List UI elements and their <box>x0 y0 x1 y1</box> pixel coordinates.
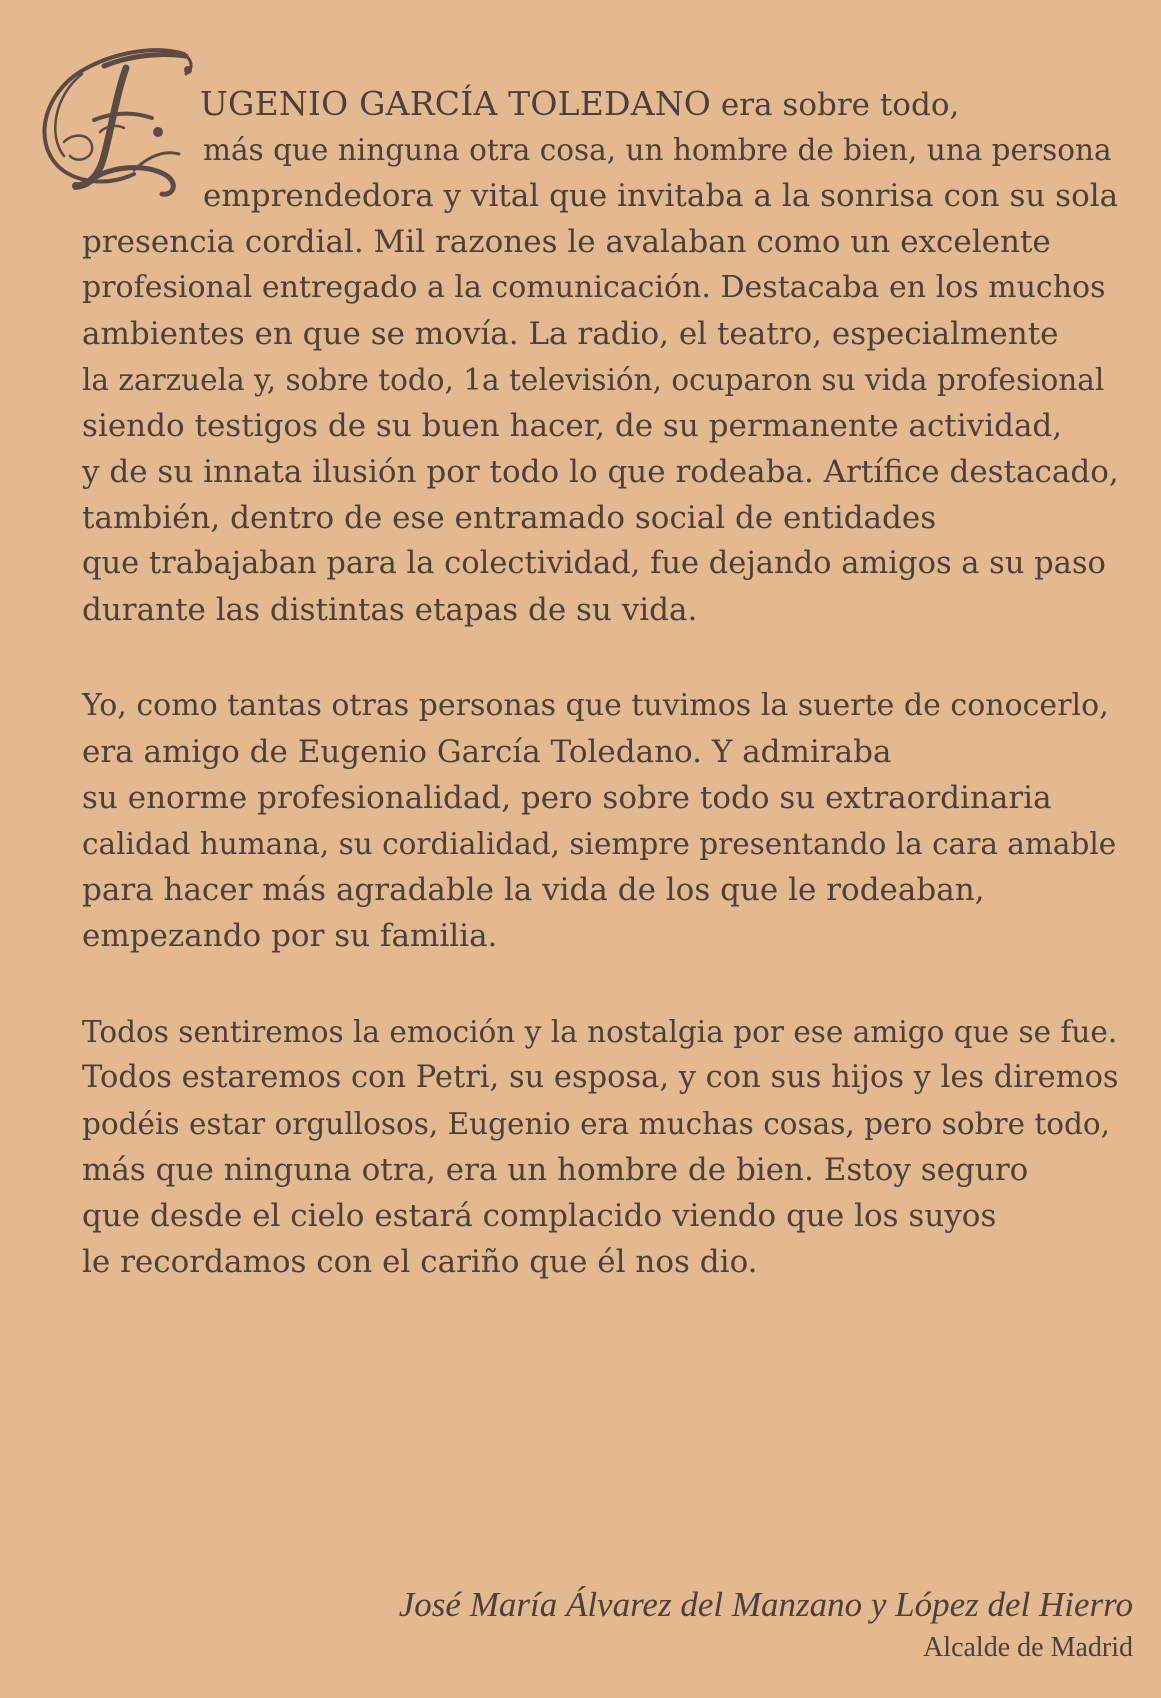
paragraph-1-line-9: y de su innata ilusión por todo lo que rodeaba. Artífice destacado, <box>82 454 1119 490</box>
paragraph-2-line-5: para hacer más agradable la vida de los que le rodeaban, <box>82 872 985 908</box>
signature-title: Alcalde de Madrid <box>923 1632 1133 1663</box>
paragraph-1-line-2: más que ninguna otra cosa, un hombre de bien, una persona <box>203 133 1112 167</box>
paragraph-1-line-11: que trabajaban para la colectividad, fue dejando amigos a su paso <box>82 546 1106 581</box>
paragraph-3-line-2: Todos estaremos con Petri, su esposa, y con sus hijos y les diremos <box>82 1060 1119 1095</box>
paragraph-1-line-12: durante las distintas etapas de su vida. <box>82 592 698 628</box>
decorative-initial-e <box>34 46 204 206</box>
paragraph-1-line-5: profesional entregado a la comunicación. Destacaba en los muchos <box>82 270 1106 305</box>
paragraph-2-line-6: empezando por su familia. <box>82 918 498 954</box>
paragraph-1-line-4: presencia cordial. Mil razones le avalaban como un excelente <box>82 224 1051 260</box>
paragraph-2-line-2: era amigo de Eugenio García Toledano. Y admiraba <box>82 734 892 770</box>
paragraph-3-line-3: podéis estar orgullosos, Eugenio era muchas cosas, pero sobre todo, <box>82 1107 1111 1141</box>
opening-line-rest: era sobre todo, <box>711 87 960 123</box>
paragraph-1-line-10: también, dentro de ese entramado social de entidades <box>82 500 937 536</box>
paragraph-2-line-3: su enorme profesionalidad, pero sobre todo su extraordinaria <box>82 780 1052 816</box>
paragraph-2-line-4: calidad humana, su cordialidad, siempre presentando la cara amable <box>82 827 1117 861</box>
opening-name-caps: UGENIO GARCÍA TOLEDANO <box>200 84 712 123</box>
paragraph-3-line-5: que desde el cielo estará complacido viendo que los suyos <box>82 1198 997 1234</box>
paragraph-2-line-1: Yo, como tantas otras personas que tuvimos la suerte de conocerlo, <box>82 688 1109 723</box>
paragraph-1-line-6: ambientes en que se movía. La radio, el teatro, especialmente <box>82 316 1059 352</box>
signature-name: José María Álvarez del Manzano y López del Hierro <box>398 1585 1133 1624</box>
paragraph-1-line-7: la zarzuela y, sobre todo, 1a televisión, ocuparon su vida profesional <box>82 363 1105 397</box>
paragraph-1-line-1 <box>200 84 959 125</box>
paragraph-1-line-8: siendo testigos de su buen hacer, de su permanente actividad, <box>82 408 1063 444</box>
paragraph-3-line-4: más que ninguna otra, era un hombre de bien. Estoy seguro <box>82 1152 1029 1188</box>
paragraph-3-line-1: Todos sentiremos la emoción y la nostalgia por ese amigo que se fue. <box>82 1015 1118 1049</box>
paragraph-1-line-3: emprendedora y vital que invitaba a la sonrisa con su sola <box>203 178 1119 214</box>
paragraph-3-line-6: le recordamos con el cariño que él nos dio. <box>82 1244 758 1280</box>
